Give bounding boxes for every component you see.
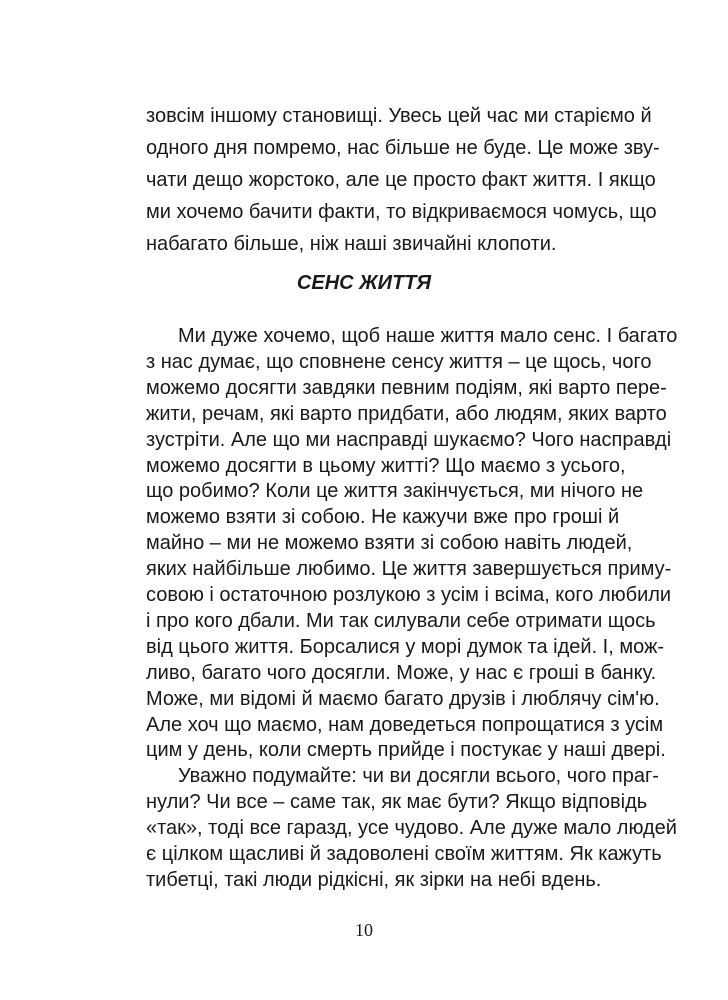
paragraph-1-line-15: Може, ми відомі й маємо багато друзів і люблячу сім'ю. [146,688,660,710]
paragraph-1-line-1: Ми дуже хочемо, щоб наше життя мало сенс. І багато [178,325,678,347]
paragraph-1-line-6: можемо досягти в цьому житті? Що маємо з усього, [146,455,626,477]
paragraph-1-line-5: зустріти. Але що ми насправді шукаємо? Чого насправді [146,429,672,451]
paragraph-1-line-3: можемо досягти завдяки певним подіям, які варто пере- [146,377,667,399]
paragraph-1-line-9: майно – ми не можемо взяти зі собою навіть людей, [146,532,633,554]
paragraph-1-line-17: цим у день, коли смерть прийде і постукає у наші двері. [146,739,666,761]
paragraph-1-line-12: і про кого дбали. Ми так силували себе отримати щось [146,610,656,632]
intro-line-4: ми хочемо бачити факти, то відкриваємося чомусь, що [146,201,657,223]
intro-line-2: одного дня помремо, нас більше не буде. Це може зву- [146,137,660,159]
paragraph-2-line-1: Уважно подумайте: чи ви досягли всього, чого праг- [178,765,659,787]
paragraph-1-line-8: можемо взяти зі собою. Не кажучи вже про гроші й [146,506,620,528]
paragraph-1-line-7: що робимо? Коли це життя закінчується, ми нічого не [146,480,644,502]
paragraph-2-line-3: «так», тоді все гаразд, усе чудово. Але дуже мало людей [146,817,677,839]
paragraph-1-line-11: совою і остаточною розлукою з усім і всіма, кого любили [146,584,672,606]
intro-line-3: чати дещо жорстоко, але це просто факт життя. І якщо [146,169,656,191]
page-number: 10 [355,920,373,940]
paragraph-1-line-2: з нас думає, що сповнене сенсу життя – це щось, чого [146,351,652,373]
paragraph-2-line-4: є цілком щасливі й задоволені своїм життям. Як кажуть [146,843,662,865]
section-heading: СЕНС ЖИТТЯ [296,272,432,294]
intro-line-1: зовсім іншому становищі. Увесь цей час ми старіємо й [146,105,652,127]
paragraph-1-line-16: Але хоч що маємо, нам доведеться попрощатися з усім [146,714,664,736]
paragraph-2-line-2: нули? Чи все – саме так, як має бути? Якщо відповідь [146,791,648,813]
paragraph-1-line-4: жити, речам, які варто придбати, або людям, яких варто [146,403,667,425]
paragraph-1-line-13: від цього життя. Борсалися у морі думок та ідей. І, мож- [146,636,665,658]
intro-line-5: набагато більше, ніж наші звичайні клопоти. [146,233,557,255]
paragraph-2-line-5: тибетці, такі люди рідкісні, як зірки на небі вдень. [146,869,602,891]
paragraph-1-line-14: ливо, багато чого досягли. Може, у нас є гроші в банку. [146,662,657,684]
paragraph-1-line-10: яких найбільше любимо. Це життя завершується приму- [146,558,672,580]
